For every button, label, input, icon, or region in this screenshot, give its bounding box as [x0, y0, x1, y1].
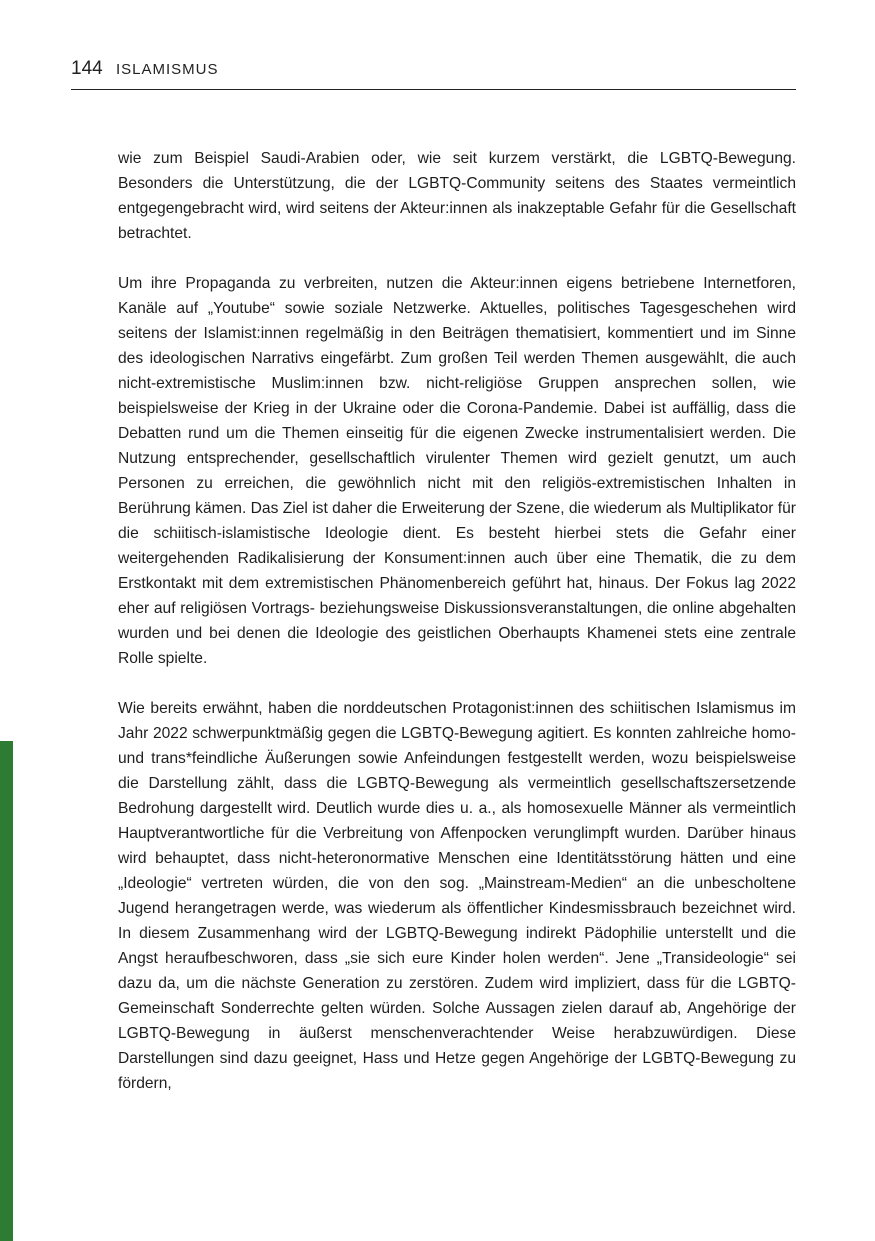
page-number: 144 [71, 58, 103, 79]
paragraph: wie zum Beispiel Saudi-Arabien oder, wie seit kurzem verstärkt, die LGBTQ-Bewegung. Besonders die Unterstützung, die der LGBTQ-Community seitens des Staates vermeintlich entgegengebracht wird, wird seitens der Akteur:innen als inakzeptable Gefahr für die Gesellschaft betrachtet. [118, 150, 796, 242]
chapter-color-bar [0, 741, 13, 1241]
body-text [118, 146, 796, 1121]
running-head: ISLAMISMUS [116, 61, 219, 78]
page-header [71, 56, 796, 90]
paragraph: Um ihre Propaganda zu verbreiten, nutzen die Akteur:innen eigens betriebene Internetforen, Kanäle auf „Youtube“ sowie soziale Netzwerke. Aktuelles, politisches Tagesgeschehen wird seitens der Islamist:innen regelmäßig in den Beiträgen thematisiert, kommentiert und im Sinne des ideologischen Narrativs eingefärbt. Zum großen Teil werden Themen ausgewählt, die auch nicht-extremistische Muslim:innen bzw. nicht-religiöse Gruppen ansprechen sollen, wie beispielsweise der Krieg in der Ukraine oder die Corona-Pandemie. Dabei ist auffällig, dass die Debatten rund um die Themen einseitig für die eigenen Zwecke instrumentalisiert werden. Die Nutzung entsprechender, gesellschaftlich virulenter Themen wird gezielt genutzt, um auch Personen zu erreichen, die gewöhnlich nicht mit den religiös-extremistischen Inhalten in Berührung kämen. Das Ziel ist daher die Erweiterung der Szene, die wiederum als Multiplikator für die schiitisch-islamistische Ideologie dient. Es besteht hierbei stets die Gefahr einer weitergehenden Radikalisierung der Konsument:innen auch über eine Thematik, die zu dem Erstkontakt mit dem extremistischen Phänomenbereich geführt hat, hinaus. Der Fokus lag 2022 eher auf religiösen Vortrags- beziehungsweise Diskussionsveranstaltungen, die online abgehalten wurden und bei denen die Ideologie des geistlichen Oberhaupts Khamenei stets eine zentrale Rolle spielte. [118, 275, 796, 667]
paragraph: Wie bereits erwähnt, haben die norddeutschen Protagonist:innen des schiitischen Islamismus im Jahr 2022 schwerpunktmäßig gegen die LGBTQ-Bewegung agitiert. Es konnten zahlreiche homo- und trans*feindliche Äußerungen sowie Anfeindungen festgestellt werden, wozu beispielsweise die Darstellung zählt, dass die LGBTQ-Bewegung als vermeintlich gesellschaftszersetzende Bedrohung dargestellt wird. Deutlich wurde dies u. a., als homosexuelle Männer als vermeintlich Hauptverantwortliche für die Verbreitung von Affenpocken verunglimpft wurden. Darüber hinaus wird behauptet, dass nicht-heteronormative Menschen eine Identitätsstörung hätten und eine „Ideologie“ vertreten würden, die von den sog. „Mainstream-Medien“ an die unbescholtene Jugend herangetragen werde, was wiederum als öffentlicher Kindesmissbrauch bezeichnet wird. In diesem Zusammenhang wird der LGBTQ-Bewegung indirekt Pädophilie unterstellt und die Angst heraufbeschworen, dass „sie sich eure Kinder holen werden“. Jene „Transideologie“ sei dazu da, um die nächste Generation zu zerstören. Zudem wird impliziert, dass für die LGBTQ-Gemeinschaft Sonderrechte gelten würden. Solche Aussagen zielen darauf ab, Angehörige der LGBTQ-Bewegung in äußerst menschenverachtender Weise herabzuwürdigen. Diese Darstellungen sind dazu geeignet, Hass und Hetze gegen Angehörige der LGBTQ-Bewegung zu fördern, [118, 700, 796, 1092]
